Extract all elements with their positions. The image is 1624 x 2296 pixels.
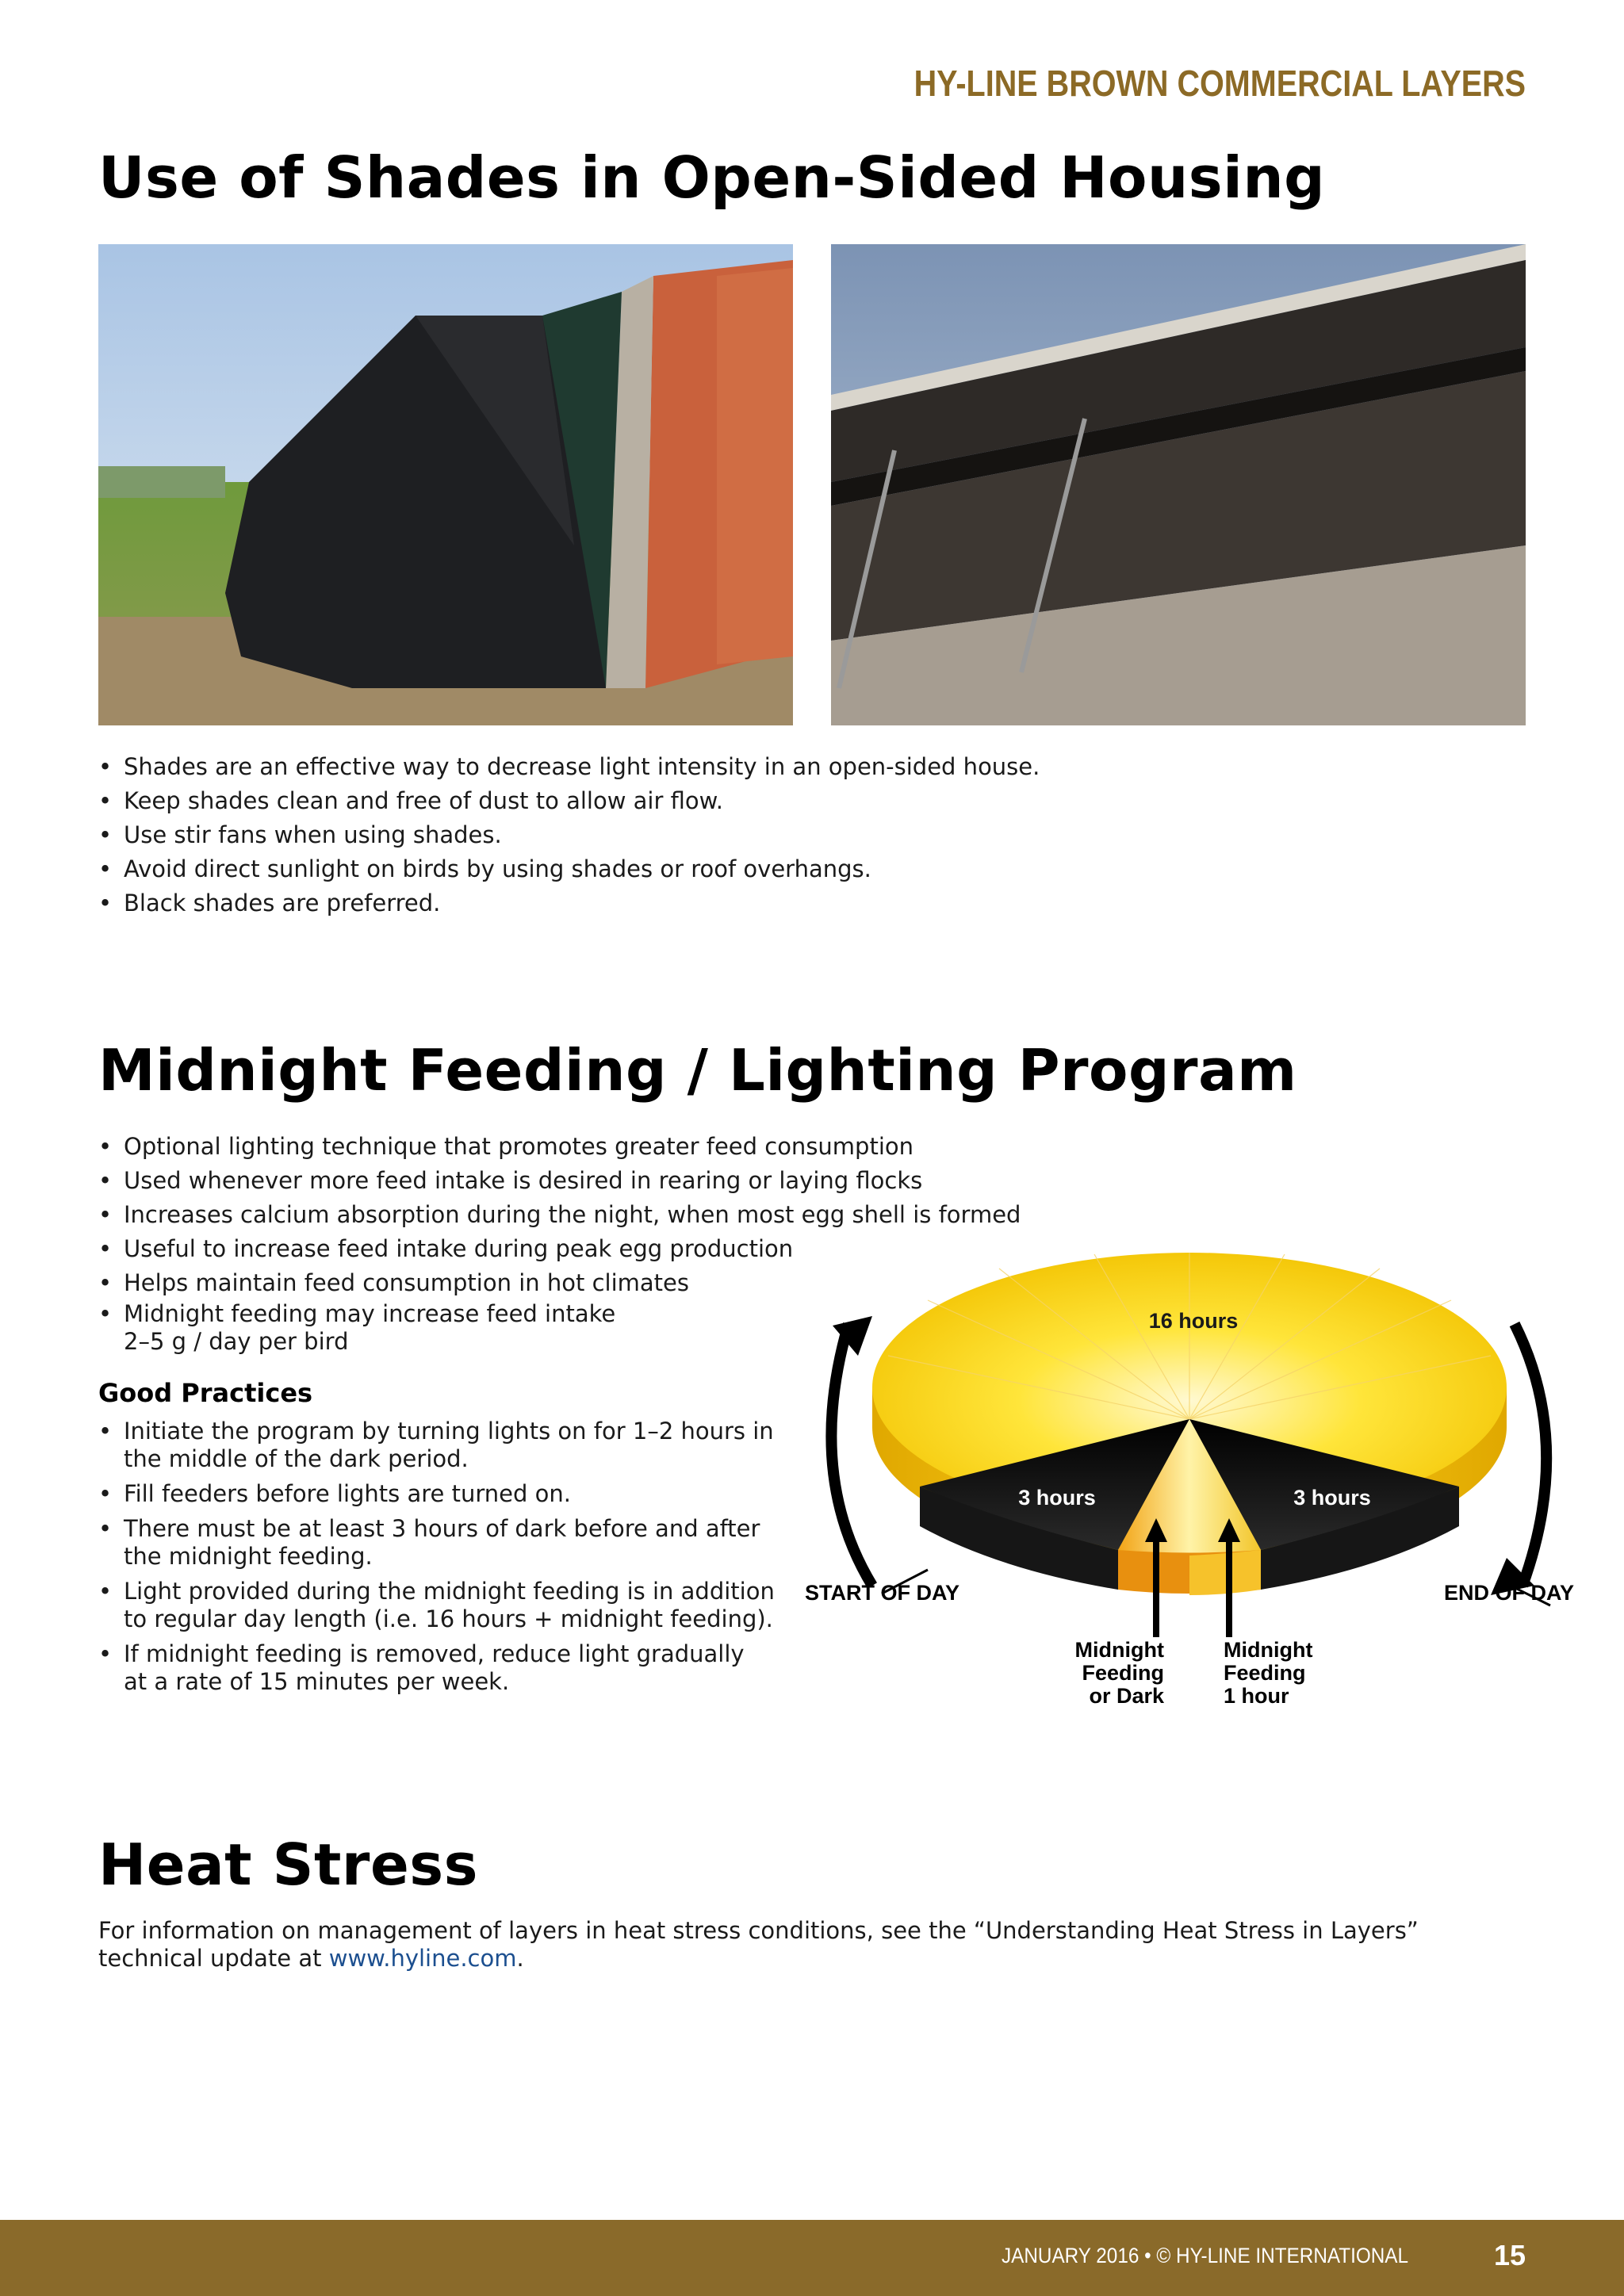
list-item <box>98 1480 775 1508</box>
list-item-line: There must be at least 3 hours of dark before and after <box>124 1515 760 1542</box>
heat-text-end: . <box>516 1945 524 1972</box>
feed-note-line: Feeding <box>1224 1661 1306 1685</box>
footer-bar <box>0 2220 1624 2296</box>
start-arrow-curve <box>831 1324 872 1586</box>
shade-photo-left <box>98 244 793 725</box>
feeding-side-light <box>1189 1550 1261 1595</box>
list-item-line: Fill feeders before lights are turned on. <box>124 1480 571 1507</box>
shades-section-title: Use of Shades in Open-Sided Housing <box>98 144 1326 211</box>
list-item: • Black shades are preferred. <box>98 886 1040 920</box>
header-brand: HY-LINE BROWN COMMERCIAL LAYERS <box>914 63 1526 104</box>
end-arrow-curve <box>1515 1324 1546 1586</box>
heat-paragraph <box>98 1917 1526 1973</box>
midnight-section-title: Midnight Feeding / Lighting Program <box>98 1037 1297 1104</box>
list-item-line: If midnight feeding is removed, reduce light gradually <box>124 1640 745 1667</box>
list-item-line: Initiate the program by turning lights on for 1–2 hours in <box>124 1418 774 1445</box>
heat-section-title: Heat Stress <box>98 1831 478 1898</box>
list-item: • Used whenever more feed intake is desired in rearing or laying flocks <box>98 1164 1021 1198</box>
list-item: • Increases calcium absorption during the night, when most egg shell is formed <box>98 1198 1021 1232</box>
list-item-line: to regular day length (i.e. 16 hours + midnight feeding). <box>124 1605 773 1632</box>
hyline-link[interactable]: www.hyline.com <box>328 1945 517 1972</box>
good-practices-list <box>98 1418 775 1703</box>
list-item <box>98 1578 775 1633</box>
list-item-line: the midnight feeding. <box>124 1543 373 1570</box>
heat-text: For information on management of layers in heat stress conditions, see the “Understanding Heat Stress in Layers” technical update at <box>98 1917 1419 1972</box>
shades-bullet-list <box>98 750 1040 920</box>
list-item: • Keep shades clean and free of dust to allow air flow. <box>98 784 1040 818</box>
list-item <box>98 1640 775 1696</box>
list-item <box>98 1515 775 1571</box>
dark-right-hours-label: 3 hours <box>1293 1486 1371 1510</box>
end-of-day-label: END OF DAY <box>1443 1581 1574 1605</box>
list-item-line: Midnight feeding may increase feed intake <box>124 1300 616 1327</box>
list-item: • Optional lighting technique that promotes greater feed consumption <box>98 1130 1021 1164</box>
light-hours-label: 16 hours <box>1148 1309 1239 1333</box>
page-number: 15 <box>1493 2239 1526 2271</box>
list-item-line: Light provided during the midnight feeding is in addition <box>124 1578 775 1605</box>
list-item: • Avoid direct sunlight on birds by using shades or roof overhangs. <box>98 852 1040 886</box>
dark-note-line: or Dark <box>1089 1684 1164 1708</box>
dark-note-line: Midnight <box>1074 1638 1164 1662</box>
list-item: • Shades are an effective way to decrease light intensity in an open-sided house. <box>98 750 1040 784</box>
start-of-day-label: START OF DAY <box>805 1581 960 1605</box>
footer-text: JANUARY 2016 • © HY-LINE INTERNATIONAL <box>1001 2244 1408 2267</box>
lighting-program-diagram <box>793 1237 1586 1728</box>
list-item: • Useful to increase feed intake during peak egg production <box>98 1232 1021 1266</box>
feed-note-line: Midnight <box>1224 1638 1313 1662</box>
list-item-line: 2–5 g / day per bird <box>124 1328 349 1355</box>
list-item: • Helps maintain feed consumption in hot climates <box>98 1266 1021 1300</box>
dark-left-hours-label: 3 hours <box>1018 1486 1096 1510</box>
list-item <box>98 1418 775 1473</box>
shade-photo-right <box>831 244 1526 725</box>
good-practices-title: Good Practices <box>98 1378 313 1408</box>
list-item: • Use stir fans when using shades. <box>98 818 1040 852</box>
feed-note-line: 1 hour <box>1224 1684 1289 1708</box>
list-item-line: at a rate of 15 minutes per week. <box>124 1668 510 1695</box>
dark-note-line: Feeding <box>1082 1661 1164 1685</box>
list-item-line: the middle of the dark period. <box>124 1445 469 1472</box>
